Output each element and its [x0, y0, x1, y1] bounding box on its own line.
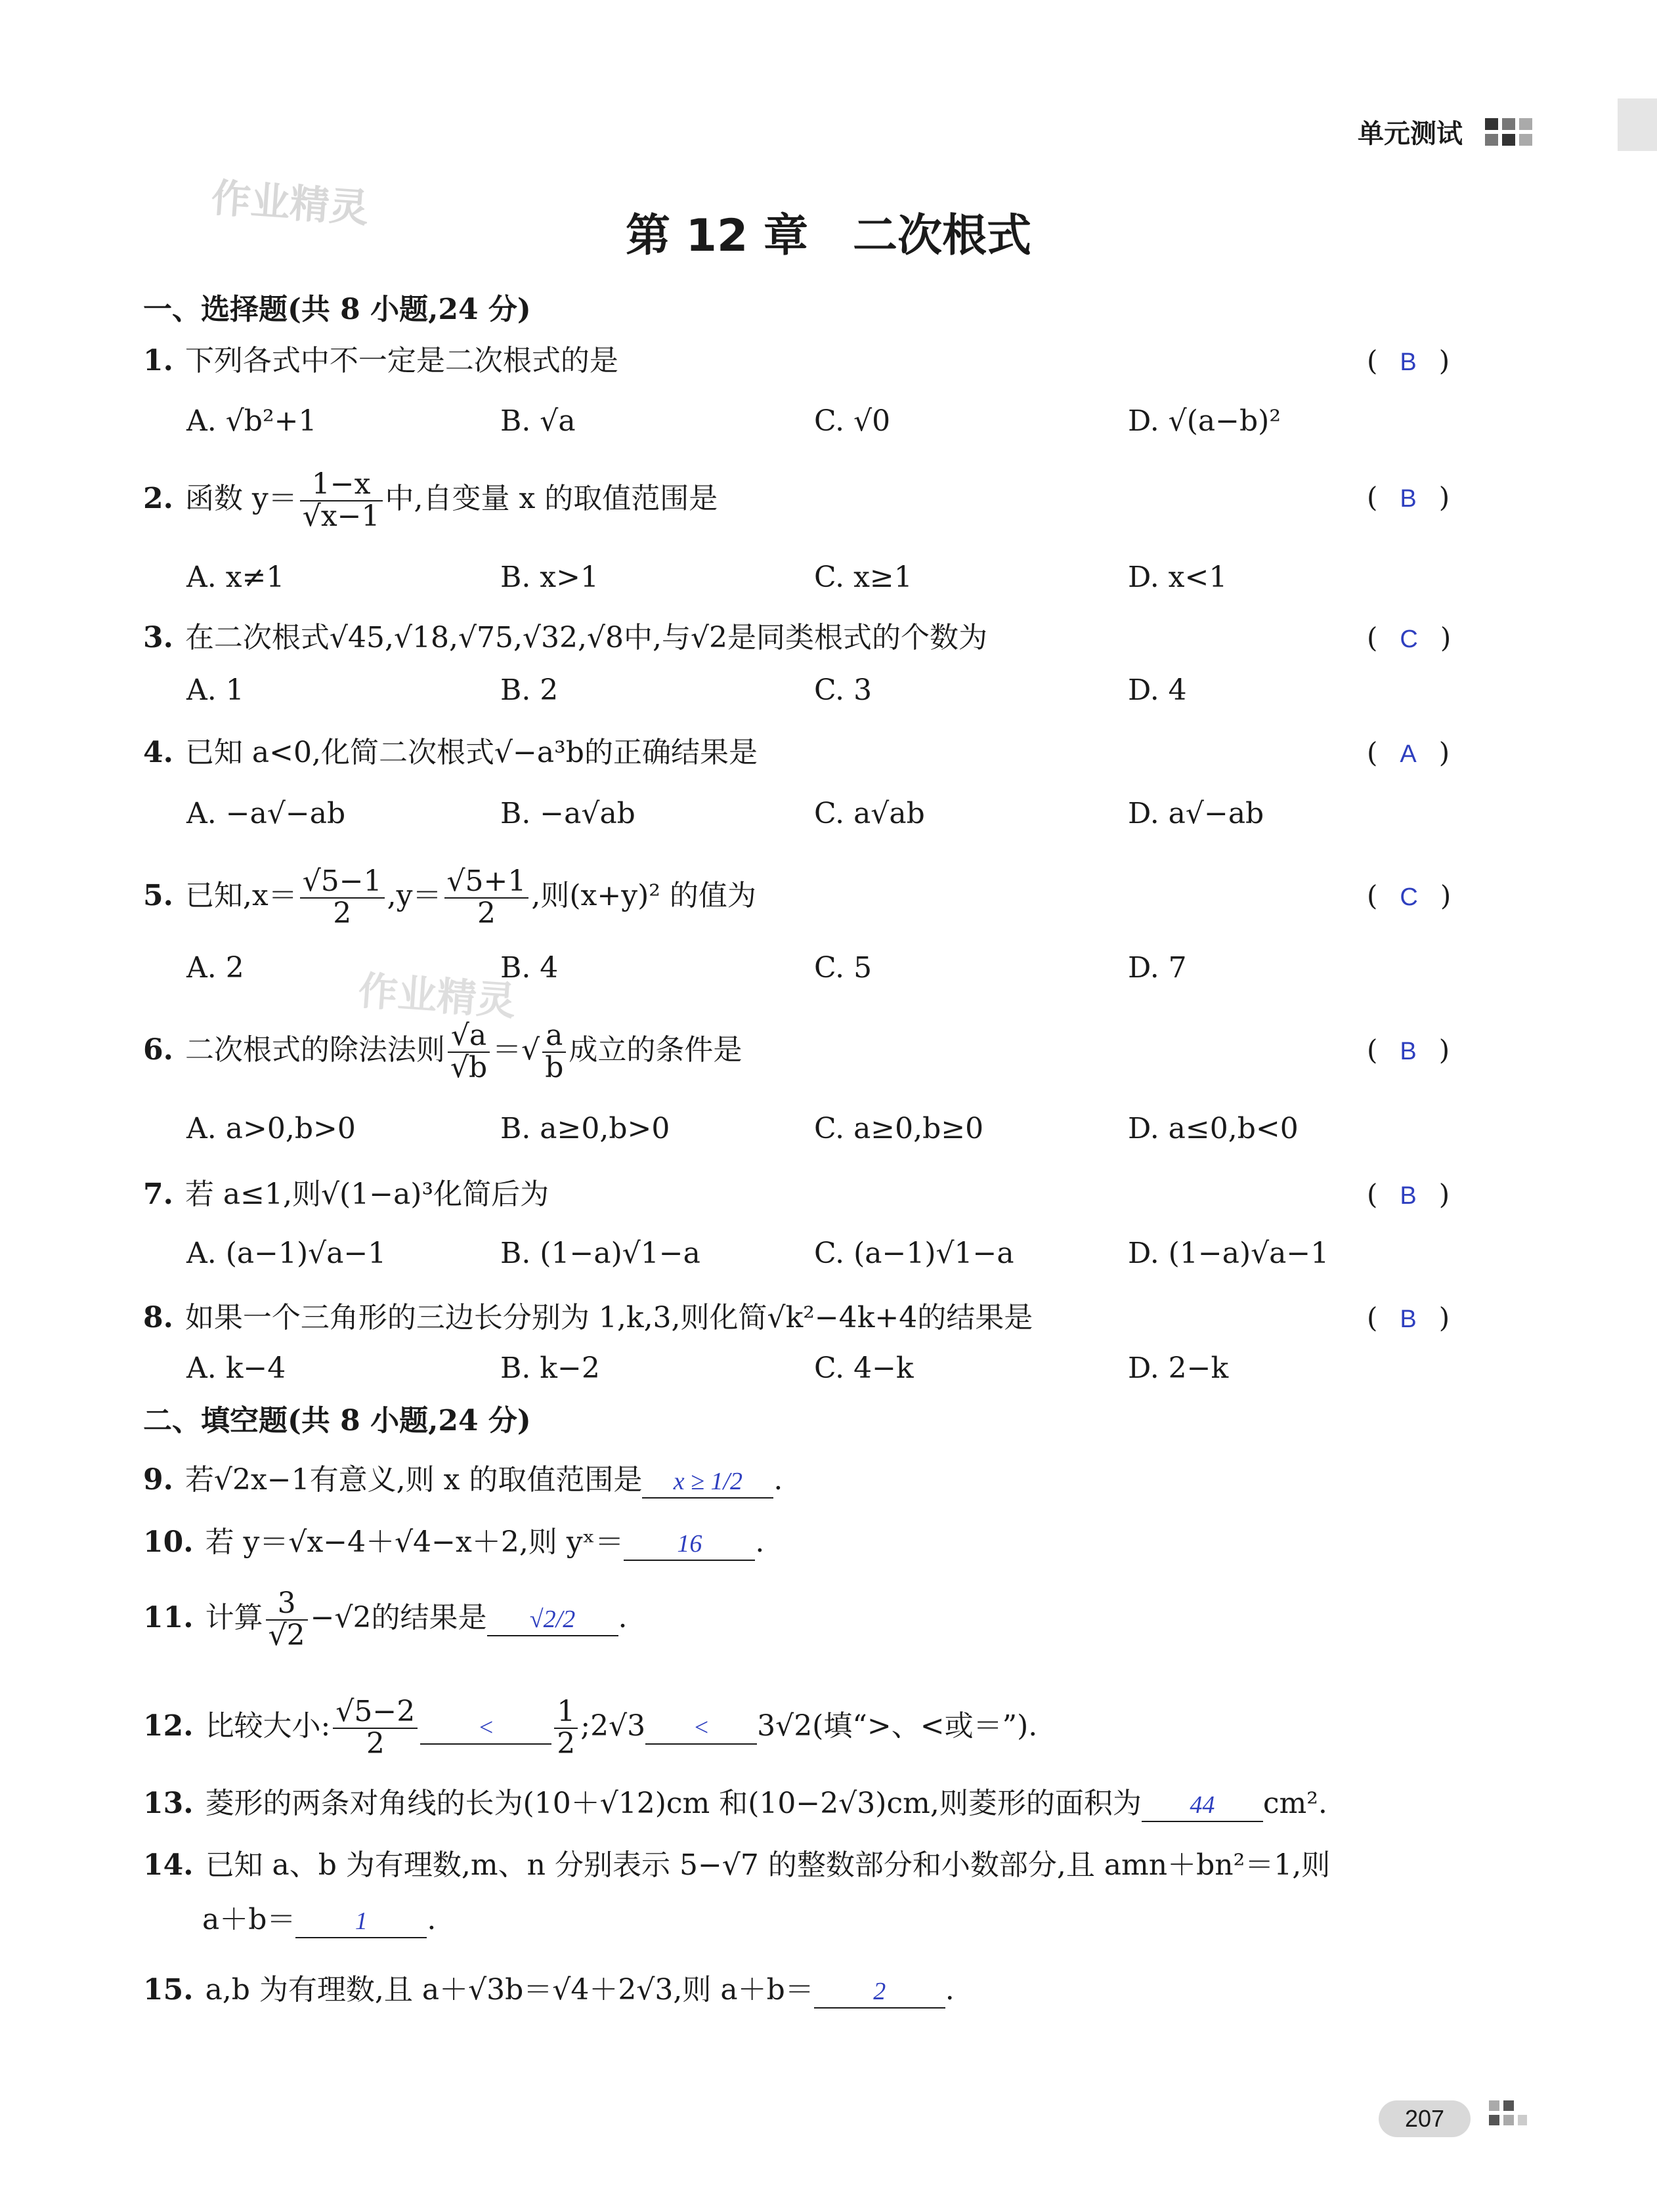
page-number: 207	[1404, 2105, 1445, 2132]
q6-option-b: B. a≥0,b>0	[500, 1112, 670, 1145]
q2-option-d: D. x<1	[1128, 561, 1228, 594]
question-10: 10. 若 y＝√x−4＋√4−x＋2,则 yˣ＝ 16 .	[143, 1523, 764, 1562]
section-heading-fill: 二、填空题(共 8 小题,24 分)	[143, 1404, 531, 1437]
answer-1: ( B )	[1367, 345, 1450, 377]
question-1: 1. 下列各式中不一定是二次根式的是	[143, 344, 618, 377]
q1-option-c: C. √0	[814, 404, 891, 438]
q3-option-c: C. 3	[814, 673, 872, 707]
watermark-2: 作业精灵	[356, 968, 517, 1025]
q1-option-b: B. √a	[500, 404, 576, 438]
footer-squares-icon	[1489, 2100, 1528, 2140]
q1-option-d: D. √(a−b)²	[1128, 404, 1281, 438]
question-6: 6. 二次根式的除法法则 $\frac{√a}{√b}$ ＝√ $\frac{a}{b}$ 成立的条件是	[143, 1019, 742, 1084]
question-8: 8. 如果一个三角形的三边长分别为 1,k,3,则化简√k²−4k+4的结果是	[143, 1301, 1033, 1334]
question-11: 11. 计算 $\frac{3}{√2}$ −√2的结果是 √2/2 .	[143, 1586, 628, 1652]
answer-12a: <	[420, 1711, 551, 1745]
header-squares-icon	[1485, 118, 1532, 150]
question-9: 9. 若√2x−1有意义,则 x 的取值范围是 x ≥ 1/2 .	[143, 1460, 783, 1500]
question-3: 3. 在二次根式√45,√18,√75,√32,√8中,与√2是同类根式的个数为	[143, 621, 988, 654]
answer-13: 44	[1142, 1788, 1263, 1822]
q3-option-a: A. 1	[186, 673, 244, 707]
q8-option-d: D. 2−k	[1128, 1351, 1229, 1385]
page-title: 第 12 章 二次根式	[626, 210, 1031, 262]
question-4: 4. 已知 a<0,化简二次根式√−a³b的正确结果是	[143, 736, 758, 769]
answer-8: ( B )	[1367, 1302, 1450, 1334]
q5-option-a: A. 2	[186, 951, 244, 985]
corner-shade	[1618, 98, 1657, 151]
q7-option-d: D. (1−a)√a−1	[1128, 1237, 1329, 1270]
q5-option-d: D. 7	[1128, 951, 1187, 985]
question-14: 14. 已知 a、b 为有理数,m、n 分别表示 5−√7 的整数部分和小数部分,且 amn＋bn²＝1,则	[143, 1848, 1331, 1882]
answer-12b: <	[645, 1711, 757, 1745]
question-15: 15. a,b 为有理数,且 a＋√3b＝√4＋2√3,则 a＋b＝ 2 .	[143, 1970, 955, 2010]
q4-option-a: A. −a√−ab	[186, 797, 346, 830]
q8-option-a: A. k−4	[186, 1351, 286, 1385]
question-13: 13. 菱形的两条对角线的长为(10＋√12)cm 和(10−2√3)cm,则菱形的面积为 44 cm².	[143, 1784, 1327, 1823]
q2-option-a: A. x≠1	[186, 561, 285, 594]
q8-option-c: C. 4−k	[814, 1351, 914, 1385]
answer-5: ( C )	[1367, 880, 1452, 912]
section-heading-choice: 一、选择题(共 8 小题,24 分)	[143, 293, 531, 326]
q7-option-a: A. (a−1)√a−1	[186, 1237, 387, 1270]
q8-option-b: B. k−2	[500, 1351, 600, 1385]
answer-9: x ≥ 1/2	[642, 1464, 773, 1499]
answer-7: ( B )	[1367, 1178, 1450, 1210]
page-number-badge	[1379, 2100, 1471, 2137]
q6-option-a: A. a>0,b>0	[186, 1112, 356, 1145]
q6-option-d: D. a≤0,b<0	[1128, 1112, 1299, 1145]
q5-option-c: C. 5	[814, 951, 872, 985]
answer-10: 16	[624, 1527, 755, 1561]
q4-option-b: B. −a√ab	[500, 797, 635, 830]
answer-15: 2	[814, 1974, 945, 2009]
question-5: 5. 已知,x＝ $\frac{√5-1}{2}$ ,y＝ $\frac{√5+1}{2}$ ,则(x+y)² 的值为	[143, 864, 756, 930]
answer-11: √2/2	[487, 1602, 618, 1636]
q4-option-d: D. a√−ab	[1128, 797, 1264, 830]
question-14-line2: a＋b＝ 1 .	[202, 1900, 436, 1940]
question-12: 12. 比较大小: $\frac{√5-2}{2}$ < $\frac{1}{2}$ ;2√3 < 3√2(填“>、<或＝”).	[143, 1695, 1038, 1760]
q2-option-b: B. x>1	[500, 561, 599, 594]
q3-option-d: D. 4	[1128, 673, 1187, 707]
q1-option-a: A. √b²+1	[186, 404, 317, 438]
q2-option-c: C. x≥1	[814, 561, 913, 594]
q6-option-c: C. a≥0,b≥0	[814, 1112, 984, 1145]
answer-14: 1	[295, 1904, 427, 1938]
answer-6: ( B )	[1367, 1034, 1450, 1066]
q4-option-c: C. a√ab	[814, 797, 925, 830]
question-2: 2. 函数 y＝ $\frac{1-x}{√x-1}$ 中,自变量 x 的取值范围是	[143, 467, 718, 533]
answer-3: ( C )	[1367, 622, 1452, 654]
answer-4: ( A )	[1367, 736, 1450, 769]
watermark: 作业精灵	[209, 175, 370, 232]
answer-2: ( B )	[1367, 481, 1450, 513]
q7-option-c: C. (a−1)√1−a	[814, 1237, 1014, 1270]
q5-option-b: B. 4	[500, 951, 559, 985]
header-label: 单元测试	[1358, 119, 1463, 149]
q7-option-b: B. (1−a)√1−a	[500, 1237, 700, 1270]
q3-option-b: B. 2	[500, 673, 559, 707]
question-7: 7. 若 a≤1,则√(1−a)³化简后为	[143, 1178, 549, 1211]
